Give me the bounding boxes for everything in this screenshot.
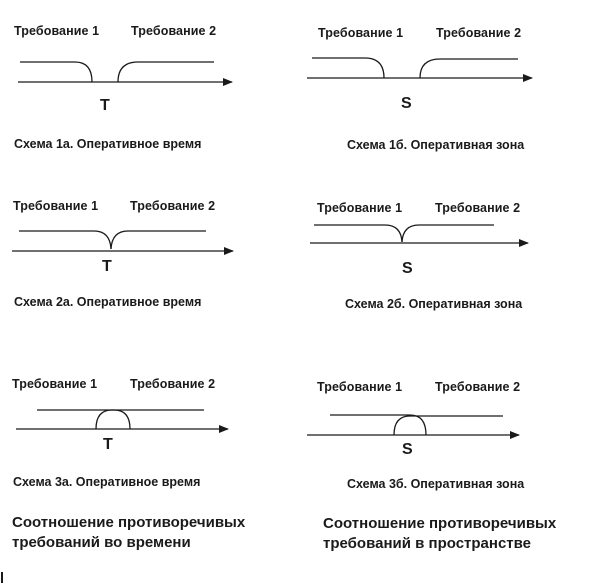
requirement-2-curve	[96, 410, 204, 429]
caption-scheme-2a: Схема 2а. Оперативное время	[14, 295, 202, 309]
scheme-1b-graphic	[307, 58, 532, 78]
requirement-2-label: Требование 2	[436, 26, 522, 40]
requirement-2-curve	[111, 231, 206, 249]
requirement-2-label: Требование 2	[130, 199, 216, 213]
requirement-2-curve	[402, 225, 494, 242]
scheme-2a-graphic	[12, 231, 233, 251]
space-letter: S	[402, 260, 413, 277]
scheme-2b-graphic	[310, 225, 528, 243]
requirement-2-label: Требование 2	[435, 380, 521, 394]
caption-scheme-3a: Схема 3а. Оперативное время	[13, 475, 201, 489]
requirement-1-label: Требование 1	[317, 380, 403, 394]
requirement-1-curve	[20, 62, 92, 82]
requirement-2-curve	[394, 416, 503, 435]
requirement-1-curve	[330, 415, 426, 435]
requirement-1-label: Требование 1	[14, 24, 100, 38]
scheme-1a-graphic	[18, 62, 232, 82]
scheme-3b-graphic	[307, 415, 519, 435]
requirement-2-label: Требование 2	[131, 24, 217, 38]
requirement-2-label: Требование 2	[435, 201, 521, 215]
space-letter: S	[401, 95, 412, 112]
caption-scheme-1b: Схема 1б. Оперативная зона	[347, 138, 525, 152]
caption-scheme-3b: Схема 3б. Оперативная зона	[347, 477, 525, 491]
caption-scheme-1a: Схема 1а. Оперативное время	[14, 137, 202, 151]
summary-space: Соотношение противоречивых требований в пространстве	[323, 515, 557, 552]
time-letter: T	[103, 436, 113, 453]
space-letter: S	[402, 441, 413, 458]
requirement-1-label: Требование 1	[317, 201, 403, 215]
requirement-1-label: Требование 1	[318, 26, 404, 40]
requirement-1-label: Требование 1	[13, 199, 99, 213]
requirement-1-label: Требование 1	[12, 377, 98, 391]
requirement-2-curve	[118, 62, 214, 82]
requirement-1-curve	[312, 58, 384, 78]
time-letter: T	[100, 97, 110, 114]
time-letter: T	[102, 258, 112, 275]
requirement-1-curve	[314, 225, 402, 242]
caption-scheme-2b: Схема 2б. Оперативная зона	[345, 297, 523, 311]
scheme-3a-graphic	[16, 410, 228, 429]
requirement-2-label: Требование 2	[130, 377, 216, 391]
requirement-1-curve	[19, 231, 111, 249]
requirement-2-curve	[420, 59, 518, 78]
requirement-1-curve	[37, 410, 130, 429]
summary-time: Соотношение противоречивых требований во времени	[12, 514, 246, 551]
